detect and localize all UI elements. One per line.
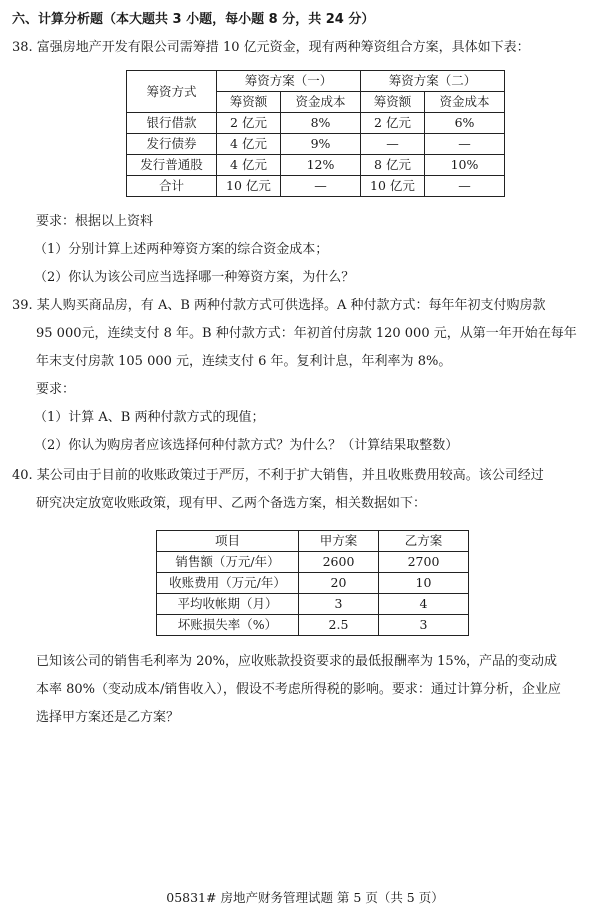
q39-sub1: （1）计算 A、B 两种付款方式的现值；: [34, 410, 265, 425]
table-header-cost: 资金成本: [425, 92, 505, 113]
table-cell: 坏账损失率（%）: [157, 615, 299, 636]
q38-sub2: （2）你认为该公司应当选择哪一种筹资方案，为什么？: [34, 270, 355, 285]
q40-line5: 选择甲方案还是乙方案？: [36, 710, 180, 725]
table-cell: 4 亿元: [217, 155, 281, 176]
table-cell: 收账费用（万元/年）: [157, 573, 299, 594]
table-cell: 20: [299, 573, 379, 594]
table-header-plan2: 筹资方案（二）: [361, 71, 505, 92]
section-title: 六、计算分析题（本大题共 3 小题，每小题 8 分，共 24 分）: [12, 12, 375, 27]
table-cell: 销售额（万元/年）: [157, 552, 299, 573]
table-cell: 10 亿元: [361, 176, 425, 197]
table-cell: 银行借款: [127, 113, 217, 134]
table-row: [157, 573, 469, 594]
table-row: [157, 594, 469, 615]
table-cell: —: [425, 134, 505, 155]
table-cell: 9%: [281, 134, 361, 155]
table-cell: —: [281, 176, 361, 197]
table-header-amount: 筹资额: [361, 92, 425, 113]
table-cell: 12%: [281, 155, 361, 176]
table-cell: 8 亿元: [361, 155, 425, 176]
table-row: [157, 552, 469, 573]
q39-line1: 39. 某人购买商品房，有 A、B 两种付款方式可供选择。A 种付款方式：每年年初支付购房款: [12, 298, 546, 313]
table-row: [157, 615, 469, 636]
table-cell: 2 亿元: [217, 113, 281, 134]
table-cell: 10%: [425, 155, 505, 176]
table-row: [127, 176, 505, 197]
q38-requirement: 要求：根据以上资料: [36, 214, 154, 229]
table-row: [127, 134, 505, 155]
table-cell: 2 亿元: [361, 113, 425, 134]
table-cell: 合计: [127, 176, 217, 197]
table-cell: 6%: [425, 113, 505, 134]
q38-sub1: （1）分别计算上述两种筹资方案的综合资金成本；: [34, 242, 329, 257]
table-cell: 10 亿元: [217, 176, 281, 197]
table-cell: 8%: [281, 113, 361, 134]
table-header-plan1: 筹资方案（一）: [217, 71, 361, 92]
q40-line3: 已知该公司的销售毛利率为 20%，应收账款投资要求的最低报酬率为 15%，产品的变动成: [36, 654, 558, 669]
page-footer: 05831# 房地产财务管理试题 第 5 页（共 5 页）: [166, 890, 444, 905]
table-cell: 3: [299, 594, 379, 615]
table-header-amount: 筹资额: [217, 92, 281, 113]
table-cell: 4 亿元: [217, 134, 281, 155]
table-cell: 2700: [379, 552, 469, 573]
q40-policy-table: [156, 530, 469, 636]
table-header-cost: 资金成本: [281, 92, 361, 113]
q39-requirement: 要求：: [36, 382, 76, 397]
q39-line2: 95 000元，连续支付 8 年。B 种付款方式：年初首付房款 120 000 元，从第一年开始在每年: [36, 326, 577, 341]
table-cell: 发行债券: [127, 134, 217, 155]
q40-line1: 40. 某公司由于目前的收账政策过于严厉，不利于扩大销售，并且收账费用较高。该公司经过: [12, 468, 544, 483]
q40-line2: 研究决定放宽收账政策，现有甲、乙两个备选方案，相关数据如下：: [36, 496, 427, 511]
table-cell: —: [425, 176, 505, 197]
table-header-item: 项目: [157, 531, 299, 552]
q38-funding-table: [126, 70, 505, 197]
table-row: [127, 155, 505, 176]
q38-stem: 38. 富强房地产开发有限公司需筹措 10 亿元资金，现有两种筹资组合方案，具体如下表：: [12, 40, 530, 55]
q39-sub2: （2）你认为购房者应该选择何种付款方式？为什么？（计算结果取整数）: [34, 438, 459, 453]
table-cell: 10: [379, 573, 469, 594]
table-header-method: 筹资方式: [127, 71, 217, 113]
table-row: [127, 113, 505, 134]
table-header-plan-a: 甲方案: [299, 531, 379, 552]
table-cell: 2.5: [299, 615, 379, 636]
q39-line3: 年末支付房款 105 000 元，连续支付 6 年。复利计息，年利率为 8%。: [36, 354, 452, 369]
table-cell: 4: [379, 594, 469, 615]
table-cell: 平均收帐期（月）: [157, 594, 299, 615]
table-cell: 2600: [299, 552, 379, 573]
q40-line4: 本率 80%（变动成本/销售收入），假设不考虑所得税的影响。要求：通过计算分析，企业应: [36, 682, 561, 697]
table-header-plan-b: 乙方案: [379, 531, 469, 552]
table-cell: —: [361, 134, 425, 155]
table-cell: 3: [379, 615, 469, 636]
table-cell: 发行普通股: [127, 155, 217, 176]
